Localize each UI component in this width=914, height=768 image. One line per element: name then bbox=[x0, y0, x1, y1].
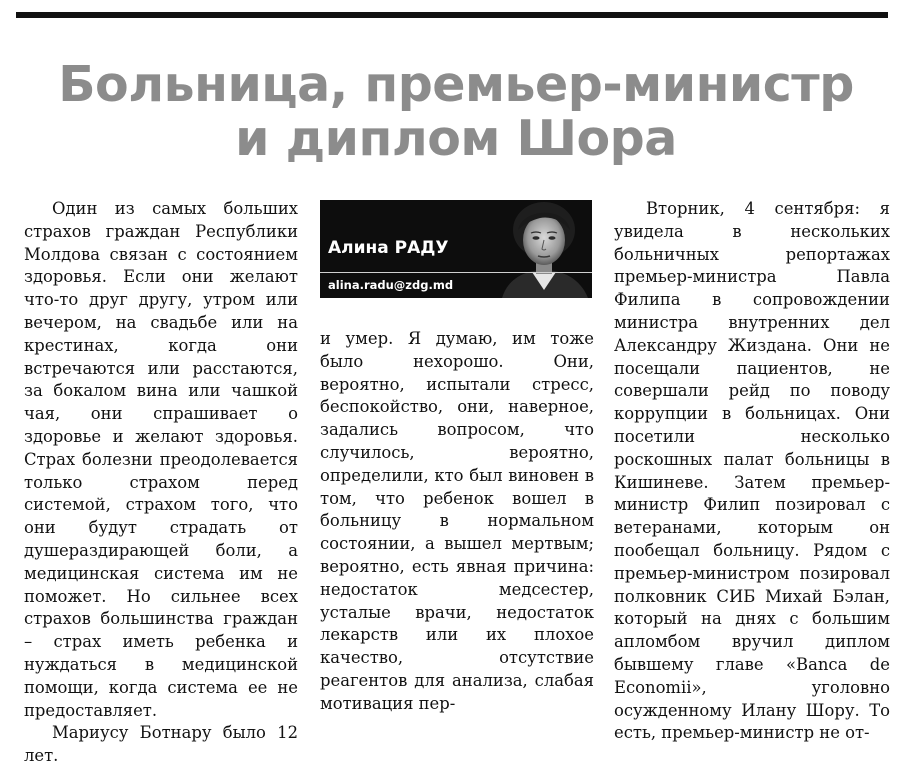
author-email: alina.radu@zdg.md bbox=[328, 278, 454, 292]
headline-line-1: Больница, премьер-министр bbox=[58, 56, 854, 113]
author-byline-box bbox=[320, 200, 592, 298]
column-2-paragraph-1: и умер. Я думаю, им тоже было нехорошо. Они, вероятно, испытали стресс, беспокойство, они, наверное, задались вопросом, что случилось, вероятно, определили, кто был виновен в том, что ребенок вошел в больницу в нормальном состоянии, а вышел мертвым; вероятно, есть явная причина: недостаток медсестер, усталые врачи, недостаток лекарств или их плохое качество, отсутствие реагентов для анализа, слабая мотивация пер- bbox=[320, 329, 594, 713]
article-column-2 bbox=[320, 328, 594, 716]
top-rule bbox=[16, 12, 888, 18]
headline-line-2: и диплом Шора bbox=[235, 110, 677, 167]
article-headline bbox=[16, 58, 896, 166]
column-1-paragraph-1: Один из самых больших страхов граждан Республики Молдова связан с состоянием здоровья. Если они желают что-то друг другу, утром или вечером, на свадьбе или на крестинах, когда они встречаются или расстаются, за бокалом вина или чашкой чая, они спрашивает о здоровье и желают здоровья. Страх болезни преодолевается только страхом перед системой, страхом того, что они будут страдать от душераздирающей боли, а медицинская система им не поможет. Но сильнее всех страхов большинства граждан – страх иметь ребенка и нуждаться в медицинской помощи, когда система ее не предоставляет. bbox=[24, 199, 298, 720]
column-1-paragraph-2: Мариусу Ботнару было 12 лет. bbox=[24, 723, 298, 766]
article-column-1 bbox=[24, 198, 298, 768]
article-column-3 bbox=[614, 198, 890, 745]
column-3-paragraph-1: Вторник, 4 сентября: я увидела в нескольких больничных репортажах премьер-министра Павла Филипа в сопровождении министра внутренних дел Александру Жиздана. Они не посещали пациентов, не совершали рейд по поводу коррупции в больницах. Они посетили несколько роскошных палат больницы в Кишиневе. Затем премьер-министр Филип позировал с ветеранами, которым он пообещал больницу. Рядом с премьер-министром позировал полковник СИБ Михай Бэлан, который на днях с большим апломбом вручил диплом бывшему главе «Banca de Economii», уголовно осужденному Илану Шору. То есть, премьер-министр не от- bbox=[614, 199, 890, 743]
author-portrait-photo bbox=[496, 200, 592, 298]
byline-divider bbox=[320, 272, 592, 273]
author-name: Алина РАДУ bbox=[328, 238, 449, 258]
